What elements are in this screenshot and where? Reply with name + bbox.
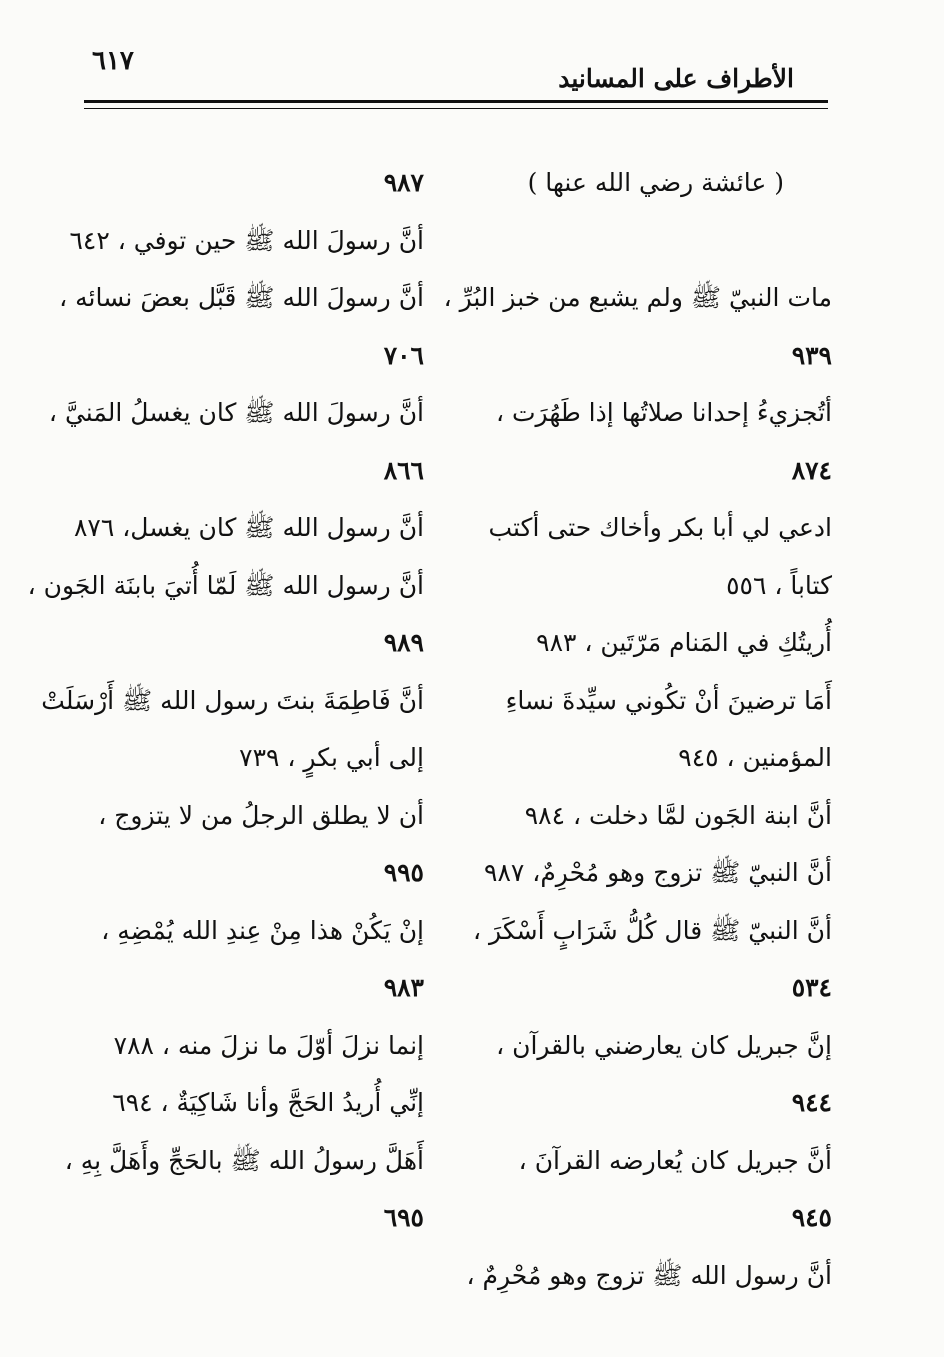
page-reference: ٩٨٣ bbox=[383, 973, 424, 1002]
page-reference: ٩٨٩ bbox=[383, 628, 424, 657]
right-column bbox=[443, 154, 832, 1304]
hadith-entry: أن لا يطلق الرجلُ من لا يتزوج ، bbox=[98, 800, 424, 830]
hadith-entry: أَمَا ترضينَ أنْ تكُوني سيِّدةَ نساءِ bbox=[505, 685, 832, 715]
left-column bbox=[27, 154, 424, 1247]
page-reference: ٩٨٧ bbox=[383, 168, 424, 197]
header-rule-thin bbox=[84, 108, 828, 109]
hadith-entry: إنَّ جبريل كان يعارضني بالقرآن ، bbox=[496, 1030, 832, 1060]
hadith-entry: أنَّ رسولَ الله ﷺ كان يغسلُ المَنيَّ ، bbox=[48, 398, 424, 427]
page-reference: ٩٩٥ bbox=[383, 858, 424, 887]
hadith-entry: المؤمنين ، ٩٤٥ bbox=[678, 743, 832, 772]
hadith-entry: إنِّي أُريدُ الحَجَّ وأنا شَاكِيَةٌ ، ٦٩٤ bbox=[112, 1088, 424, 1117]
running-title: الأطراف على المسانيد bbox=[558, 64, 794, 93]
page-reference: ٦٩٥ bbox=[383, 1203, 424, 1232]
hadith-entry: أنَّ رسولَ الله ﷺ قَبَّل بعضَ نسائه ، bbox=[59, 283, 424, 312]
hadith-entry: كتاباً ، ٥٥٦ bbox=[726, 570, 832, 600]
hadith-entry: أتُجزيءُ إحدانا صلاتُها إذا طَهُرَت ، bbox=[495, 398, 832, 427]
hadith-entry: أُريتُكِ في المَنام مَرّتَين ، ٩٨٣ bbox=[536, 628, 832, 657]
page-reference: ٨٦٦ bbox=[383, 455, 424, 485]
hadith-entry: أنَّ رسول الله ﷺ لَمّا أُتيَ بابنَة الجَون ، bbox=[27, 570, 424, 600]
hadith-entry: إنما نزلَ أوّلَ ما نزلَ منه ، ٧٨٨ bbox=[113, 1030, 424, 1060]
header-rule-thick bbox=[84, 100, 828, 103]
hadith-entry: أنَّ جبريل كان يُعارضه القرآنَ ، bbox=[518, 1145, 832, 1175]
hadith-entry: أنَّ رسول الله ﷺ تزوج وهو مُحْرِمٌ ، bbox=[466, 1260, 832, 1290]
page-reference: ٩٤٥ bbox=[791, 1203, 832, 1232]
blank-line bbox=[482, 212, 832, 270]
section-heading: ( عائشة رضي الله عنها ) bbox=[527, 168, 784, 197]
hadith-entry: أنَّ النبيّ ﷺ قال كُلُّ شَرَابٍ أَسْكَرَ ، bbox=[473, 915, 832, 945]
page-number: ٦١٧ bbox=[92, 46, 134, 76]
hadith-entry: مات النبيّ ﷺ ولم يشبع من خبز البُرِّ ، bbox=[443, 283, 832, 312]
hadith-entry: إلى أبي بكرٍ ، ٧٣٩ bbox=[239, 743, 424, 772]
page-reference: ٩٤٤ bbox=[791, 1088, 832, 1117]
hadith-entry: أنَّ رسول الله ﷺ كان يغسل، ٨٧٦ bbox=[73, 513, 424, 542]
page-reference: ٨٧٤ bbox=[791, 455, 832, 485]
hadith-entry: أَهَلَّ رسولُ الله ﷺ بالحَجِّ وأَهَلَّ بِهِ ، bbox=[64, 1145, 424, 1175]
hadith-entry: أنَّ النبيّ ﷺ تزوج وهو مُحْرِمٌ، ٩٨٧ bbox=[484, 858, 832, 887]
page-reference: ٧٠٦ bbox=[383, 340, 424, 370]
hadith-entry: أنَّ ابنة الجَون لمَّا دخلت ، ٩٨٤ bbox=[524, 800, 832, 830]
hadith-entry: أنَّ فَاطِمَةَ بنتَ رسول الله ﷺ أَرْسَلَتْ bbox=[41, 685, 424, 715]
page-reference: ٥٣٤ bbox=[791, 973, 832, 1002]
page-reference: ٩٣٩ bbox=[791, 340, 832, 370]
hadith-entry: أنَّ رسولَ الله ﷺ حين توفي ، ٦٤٢ bbox=[69, 225, 424, 255]
hadith-entry: إنْ يَكُنْ هذا مِنْ عِندِ الله يُمْضِهِ ، bbox=[101, 915, 424, 945]
hadith-entry: ادعي لي أبا بكر وأخاك حتى أكتب bbox=[488, 513, 832, 542]
